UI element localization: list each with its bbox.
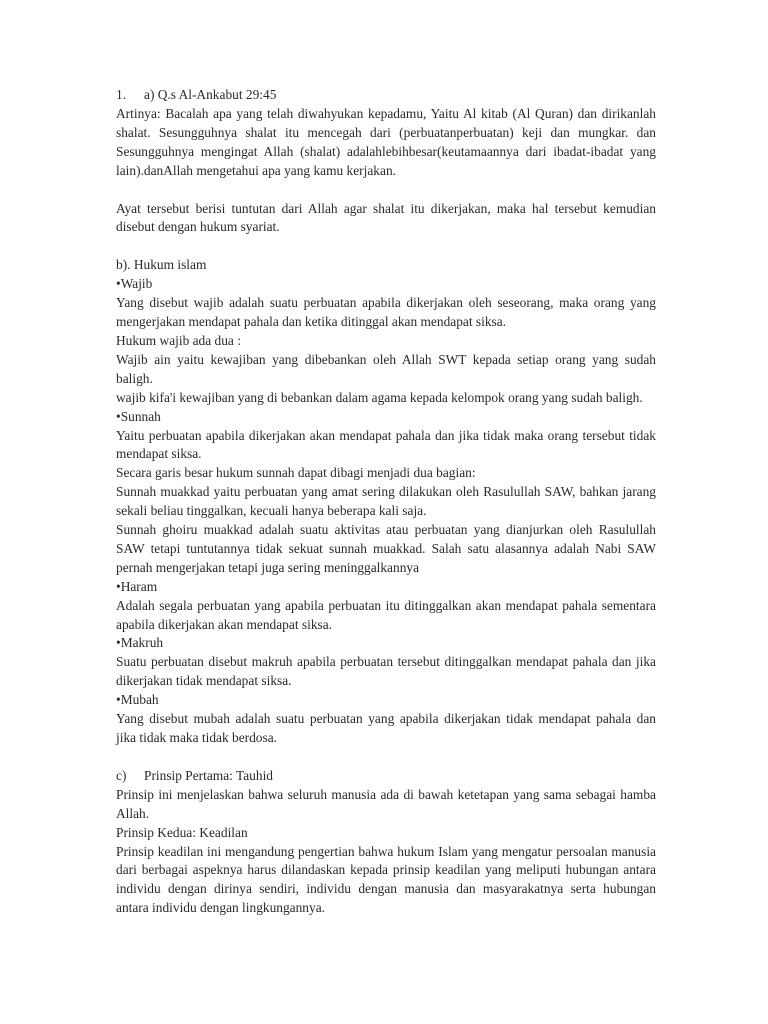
- wajib-title: •Wajib: [116, 276, 153, 292]
- section-b-heading: b). Hukum islam: [116, 257, 207, 273]
- makruh-line: Suatu perbuatan disebut makruh apabila perbuatan tersebut ditinggalkan mendapat pahala dan jika: [116, 654, 656, 670]
- artinya-line: Sesungguhnya mengingat Allah (shalat) adalahlebihbesar(keutamaannya dari ibadat-ibadat yang: [116, 143, 656, 159]
- mubah-line: Yang disebut mubah adalah suatu perbuatan yang apabila dikerjakan tidak mendapat pahala dan: [116, 711, 656, 727]
- mubah-title: •Mubah: [116, 692, 159, 708]
- wajib-line: Hukum wajib ada dua :: [116, 332, 241, 348]
- sunnah-line: Sunnah ghoiru muakkad adalah suatu aktivitas atau perbuatan yang dianjurkan oleh Rasulullah: [116, 522, 656, 538]
- keadilan-line: Prinsip keadilan ini mengandung pengertian bahwa hukum Islam yang mengatur persoalan manusia: [116, 843, 656, 859]
- sunnah-line: sekali beliau tinggalkan, kecuali hanya beberapa kali saja.: [116, 503, 427, 519]
- keadilan-title: Prinsip Kedua: Keadilan: [116, 824, 248, 840]
- section-a-heading: [116, 86, 656, 105]
- sunnah-line: SAW tetapi tuntutannya tidak sekuat sunnah muakkad. Salah satu alasannya adalah Nabi SAW: [116, 540, 656, 556]
- heading-text: a) Q.s Al-Ankabut 29:45: [144, 87, 277, 102]
- haram-title: •Haram: [116, 578, 158, 594]
- makruh-line: dikerjakan tidak mendapat siksa.: [116, 673, 292, 689]
- tauhid-line: Allah.: [116, 805, 150, 821]
- makruh-title: •Makruh: [116, 635, 164, 651]
- keadilan-line: dari berbagai aspeknya harus dilandaskan kepada prinsip keadilan yang meliputi hubungan antara: [116, 862, 656, 878]
- sunnah-title: •Sunnah: [116, 408, 161, 424]
- wajib-line: mengerjakan mendapat pahala dan ketika ditinggal akan mendapat siksa.: [116, 314, 507, 330]
- ayat-line: disebut dengan hukum syariat.: [116, 219, 280, 235]
- sunnah-line: mendapat siksa.: [116, 446, 202, 462]
- artinya-line: shalat. Sesungguhnya shalat itu mencegah dari (perbuatanperbuatan) keji dan mungkar. dan: [116, 124, 656, 140]
- list-label: c): [116, 767, 127, 783]
- haram-line: apabila dikerjakan akan mendapat siksa.: [116, 616, 333, 632]
- keadilan-line: antara individu dengan lingkungannya.: [116, 900, 325, 916]
- sunnah-line: Sunnah muakkad yaitu perbuatan yang amat sering dilakukan oleh Rasulullah SAW, bahkan jarang: [116, 484, 656, 500]
- wajib-line: Yang disebut wajib adalah suatu perbuatan apabila dikerjakan oleh seseorang, maka orang yang: [116, 295, 656, 311]
- sunnah-line: pernah mengerjakan tetapi juga sering meninggalkannya: [116, 559, 420, 575]
- section-c-heading: [116, 767, 656, 786]
- heading-text: Prinsip Pertama: Tauhid: [144, 767, 273, 783]
- ayat-line: Ayat tersebut berisi tuntutan dari Allah agar shalat itu dikerjakan, maka hal tersebut kemudian: [116, 200, 656, 216]
- wajib-line: baligh.: [116, 370, 153, 386]
- haram-line: Adalah segala perbuatan yang apabila perbuatan itu ditinggalkan akan mendapat pahala sementara: [116, 597, 656, 613]
- list-number: 1.: [116, 87, 127, 102]
- wajib-line: Wajib ain yaitu kewajiban yang dibebankan oleh Allah SWT kepada setiap orang yang sudah: [116, 351, 656, 367]
- keadilan-line: individu dengan dirinya sendiri, individu dengan manusia dan masyarakatnya serta hubungan: [116, 881, 656, 897]
- artinya-line: lain).danAllah mengetahui apa yang kamu kerjakan.: [116, 162, 396, 178]
- artinya-line: Artinya: Bacalah apa yang telah diwahyukan kepadamu, Yaitu Al kitab (Al Quran) dan dirikanlah: [116, 105, 656, 121]
- sunnah-line: Yaitu perbuatan apabila dikerjakan akan mendapat pahala dan jika tidak maka orang tersebut tidak: [116, 427, 656, 443]
- tauhid-line: Prinsip ini menjelaskan bahwa seluruh manusia ada di bawah ketetapan yang sama sebagai hamba: [116, 786, 656, 802]
- wajib-line: wajib kifa'i kewajiban yang di bebankan dalam agama kepada kelompok orang yang sudah baligh.: [116, 389, 643, 405]
- mubah-line: jika tidak maka tidak berdosa.: [116, 730, 278, 745]
- sunnah-line: Secara garis besar hukum sunnah dapat dibagi menjadi dua bagian:: [116, 465, 476, 481]
